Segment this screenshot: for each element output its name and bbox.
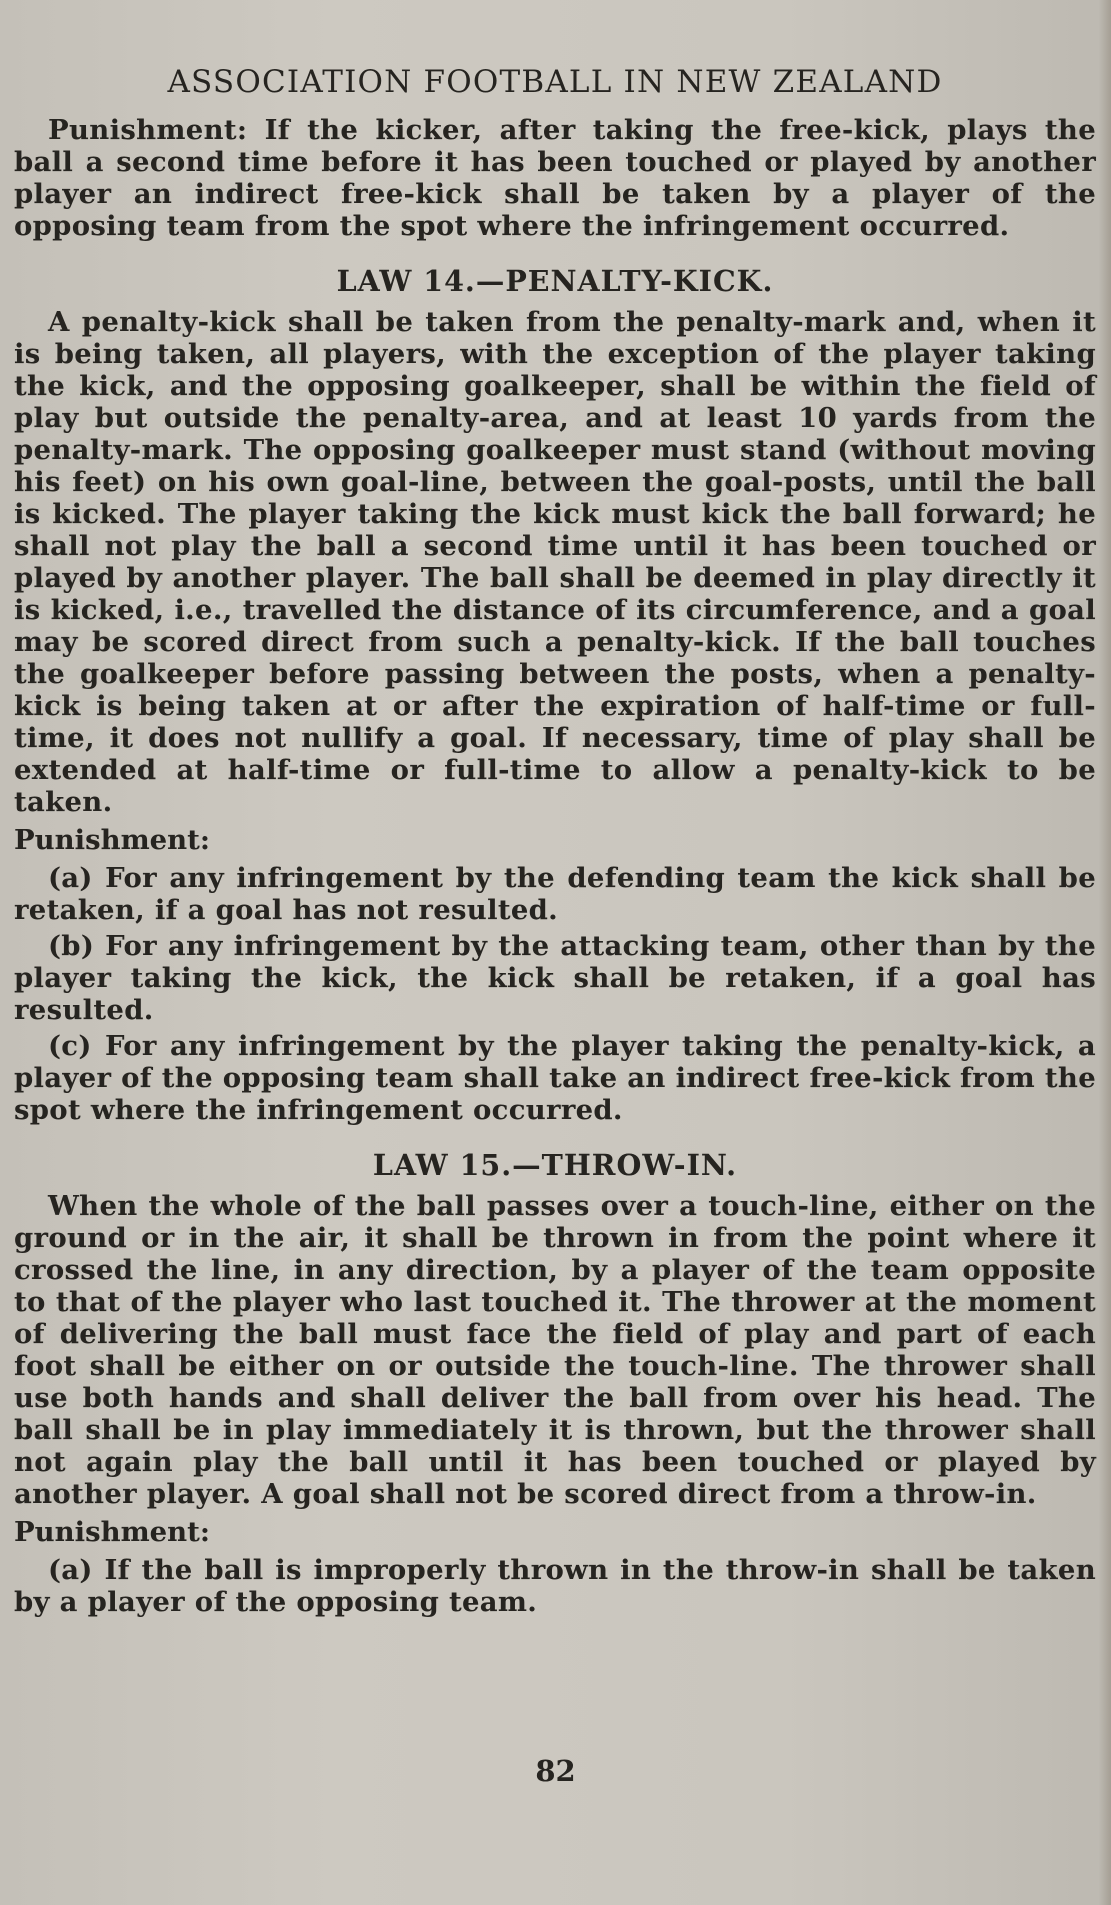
page-content [14,64,1096,1622]
law-14-body: A penalty-kick shall be taken from the penalty-mark and, when it is being taken, all players, with the exception of the player taking the kick, and the opposing goalkeeper, shall be within the field of play but outside the penalty-area, and at least 10 yards from the penalty-mark. The opposing goalkeeper must stand (without moving his feet) on his own goal-line, between the goal-posts, until the ball is kicked. The player taking the kick must kick the ball forward; he shall not play the ball a second time until it has been touched or played by another player. The ball shall be deemed in play directly it is kicked, i.e., travelled the distance of its circumference, and a goal may be scored direct from such a penalty-kick. If the ball touches the goalkeeper before passing between the posts, when a penalty-kick is being taken at or after the expiration of half-time or full-time, it does not nullify a goal. If necessary, time of play shall be extended at half-time or full-time to allow a penalty-kick to be taken. [14,306,1096,818]
law-14-punishment-heading: Punishment: [14,824,211,856]
running-head: ASSOCIATION FOOTBALL IN NEW ZEALAND [167,64,943,100]
law-15-heading: LAW 15.—THROW-IN. [372,1148,738,1182]
page-edge-shadow [1099,0,1111,1905]
law-15-clause-a: (a) If the ball is improperly thrown in the throw-in shall be taken by a player of the opposing team. [14,1554,1096,1618]
law-15-body: When the whole of the ball passes over a touch-line, either on the ground or in the air, it shall be thrown in from the point where it crossed the line, in any direction, by a player of the team opposite to that of the player who last touched it. The thrower at the moment of delivering the ball must face the field of play and part of each foot shall be either on or outside the touch-line. The thrower shall use both hands and shall deliver the ball from over his head. The ball shall be in play immediately it is thrown, but the thrower shall not again play the ball until it has been touched or played by another player. A goal shall not be scored direct from a throw-in. [14,1190,1096,1510]
law-14-clause-c: (c) For any infringement by the player taking the penalty-kick, a player of the opposing team shall take an indirect free-kick from the spot where the infringement occurred. [14,1030,1096,1126]
intro-text: If the kicker, after taking the free-kick, plays the ball a second time before it has been touched or played by another player an indirect free-kick shall be taken by a player of the opposing team from the spot where the infringement occurred. [14,114,1096,242]
law-15-punishment-heading: Punishment: [14,1516,211,1548]
law-14-heading: LAW 14.—PENALTY-KICK. [336,264,774,298]
law-14-clause-a: (a) For any infringement by the defending team the kick shall be retaken, if a goal has not resulted. [14,862,1096,926]
page-number: 82 [535,1754,576,1788]
intro-punishment-label: Punishment: [48,114,248,146]
intro-paragraph [14,114,1096,242]
law-14-clause-b: (b) For any infringement by the attacking team, other than by the player taking the kick, the kick shall be retaken, if a goal has resulted. [14,930,1096,1026]
